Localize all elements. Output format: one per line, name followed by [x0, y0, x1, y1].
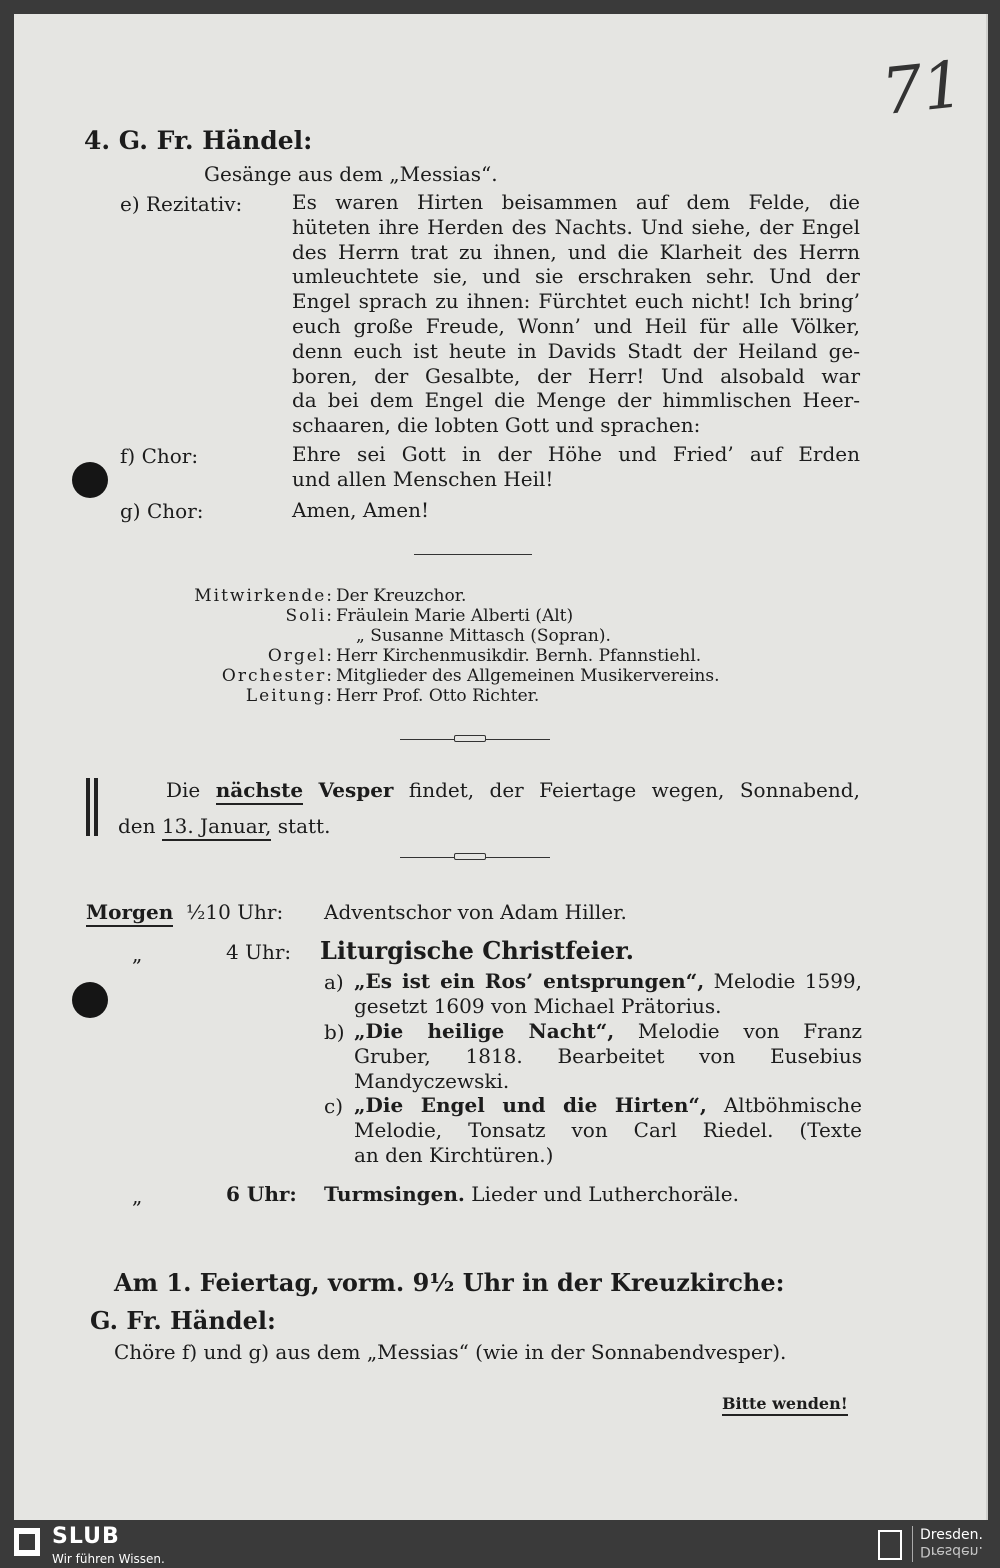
turn-note-text: Bitte wenden! [722, 1394, 848, 1416]
next-vesper-line2 [118, 814, 330, 838]
amen-text: Amen, Amen! [292, 498, 430, 522]
dresden-crest-icon [878, 1530, 902, 1560]
item-label: e) Rezitativ: [120, 192, 243, 216]
ditto-mark: „ [132, 942, 143, 966]
ornament [454, 735, 486, 742]
text-word: Die [166, 778, 201, 802]
performer-row [174, 686, 734, 706]
performer-role: Leitung: [245, 686, 334, 706]
next-vesper-line1 [166, 778, 860, 805]
text-line: umleuchtete sie, und sie erschraken sehr. Und der [292, 264, 860, 289]
punch-hole [72, 982, 108, 1018]
performers-list [174, 586, 734, 706]
morgen-text: Adventschor von Adam Hiller. [324, 900, 627, 924]
performer-row [174, 626, 734, 646]
performer-name: Herr Prof. Otto Richter. [336, 686, 540, 706]
morgen-label-text: Morgen [86, 900, 173, 927]
text-line: Melodie 1599, [713, 969, 863, 993]
text-line: Melodie von Franz [637, 1019, 862, 1043]
feiertag-title: Am 1. Feiertag, vorm. 9½ Uhr in der Kreuzkirche: [114, 1268, 785, 1297]
item-label: f) Chor: [120, 444, 199, 468]
text-word: wegen, [651, 778, 725, 802]
recitative-text [292, 190, 860, 438]
text-word: der [489, 778, 524, 802]
program-item [354, 1019, 862, 1093]
footer-brand: SLUB [52, 1524, 120, 1549]
performer-name: Herr Kirchenmusikdir. Bernh. Pfannstiehl. [336, 646, 702, 666]
text-line: gesetzt 1609 von Michael Prätorius. [354, 993, 722, 1018]
performer-row [174, 666, 734, 686]
document-page [14, 14, 988, 1520]
text-word: den [118, 814, 156, 838]
text-line: Engel sprach zu ihnen: Fürchtet euch nicht! Ich bring’ [292, 289, 860, 314]
dresden-line: Dresden. [920, 1527, 983, 1543]
item-label: b) [324, 1020, 345, 1044]
text-word: Vesper [318, 778, 394, 802]
text-word: Sonnabend, [739, 778, 860, 802]
six-rest: Lieder und Lutherchoräle. [471, 1182, 739, 1206]
performer-role: Orgel: [267, 646, 334, 666]
four-time: 4 Uhr: [226, 940, 292, 964]
text-line: euch große Freude, Wonn’ und Heil für alle Völker, [292, 313, 860, 338]
performer-row [174, 606, 734, 626]
six-time: 6 Uhr: [226, 1182, 297, 1206]
program-item [354, 969, 862, 1019]
text-line: da bei dem Engel die Menge der himmlischen Heer- [292, 388, 860, 413]
performer-row [174, 646, 734, 666]
item-title: „Die Engel und die Hirten“, [354, 1093, 707, 1117]
divider [414, 554, 532, 555]
text-line: Es waren Hirten beisammen auf dem Felde, die [292, 190, 860, 214]
morgen-time: ½10 Uhr: [186, 900, 284, 924]
performer-role: Soli: [285, 606, 334, 626]
dresden-logo [920, 1528, 983, 1558]
morgen-label [86, 900, 173, 924]
margin-bar [86, 778, 90, 836]
performer-role: Orchester: [221, 666, 334, 686]
feiertag-text: Chöre f) und g) aus dem „Messias“ (wie in der Sonnabendvesper). [114, 1340, 787, 1364]
slub-logo-icon [14, 1528, 40, 1556]
section-subtitle: Gesänge aus dem „Messias“. [204, 162, 498, 186]
footer-bar [0, 1520, 1000, 1568]
text-line: an den Kirchtüren.) [354, 1142, 554, 1167]
program-item [354, 1093, 862, 1167]
six-text [324, 1182, 739, 1206]
ornament [454, 853, 486, 860]
text-line: Mandyczewski. [354, 1068, 510, 1093]
text-word: statt. [277, 814, 331, 838]
text-line: und allen Menschen Heil! [292, 466, 554, 491]
performer-role: Mitwirkende: [194, 586, 334, 606]
performer-name: Der Kreuzchor. [336, 586, 467, 606]
text-word: 13. Januar, [162, 814, 272, 841]
text-line: des Herrn trat zu ihnen, und die Klarheit des Herrn [292, 239, 860, 264]
turn-note [722, 1394, 848, 1413]
feiertag-composer: G. Fr. Händel: [90, 1306, 276, 1335]
item-title: „Die heilige Nacht“, [354, 1019, 615, 1043]
text-line: Altböhmische [723, 1093, 863, 1117]
item-title: „Es ist ein Ros’ entsprungen“, [354, 969, 705, 993]
margin-bar [94, 778, 98, 836]
chorus-text [292, 442, 860, 492]
item-label: g) Chor: [120, 499, 204, 523]
text-line: Melodie, Tonsatz von Carl Riedel. (Texte [354, 1117, 862, 1142]
six-bold: Turmsingen. [324, 1182, 465, 1206]
text-line: Gruber, 1818. Bearbeitet von Eusebius [354, 1043, 862, 1068]
performer-name: „ Susanne Mittasch (Sopran). [356, 626, 611, 646]
performer-name: Fräulein Marie Alberti (Alt) [336, 606, 574, 626]
footer-divider [912, 1526, 913, 1562]
text-line: schaaren, die lobten Gott und sprachen: [292, 413, 701, 438]
text-word: nächste [216, 778, 303, 805]
footer-tagline: Wir führen Wissen. [52, 1552, 165, 1566]
text-word: Feiertage [539, 778, 637, 802]
item-label: a) [324, 970, 344, 994]
performer-name: Mitglieder des Allgemeinen Musikervereins. [336, 666, 720, 686]
four-title: Liturgische Christfeier. [320, 936, 634, 965]
dresden-line-mirrored: Dresden. [920, 1543, 983, 1559]
text-line: boren, der Gesalbte, der Herr! Und alsobald war [292, 363, 860, 388]
page-number: 71 [878, 47, 968, 131]
item-label: c) [324, 1094, 344, 1118]
punch-hole [72, 462, 108, 498]
performer-row [174, 586, 734, 606]
ditto-mark: „ [132, 1184, 143, 1208]
text-line: hüteten ihre Herden des Nachts. Und siehe, der Engel [292, 214, 860, 239]
text-word: findet, [408, 778, 475, 802]
section-title: 4. G. Fr. Händel: [84, 126, 313, 155]
text-line: Ehre sei Gott in der Höhe und Fried’ auf Erden [292, 442, 860, 466]
text-line: denn euch ist heute in Davids Stadt der Heiland ge- [292, 338, 860, 363]
